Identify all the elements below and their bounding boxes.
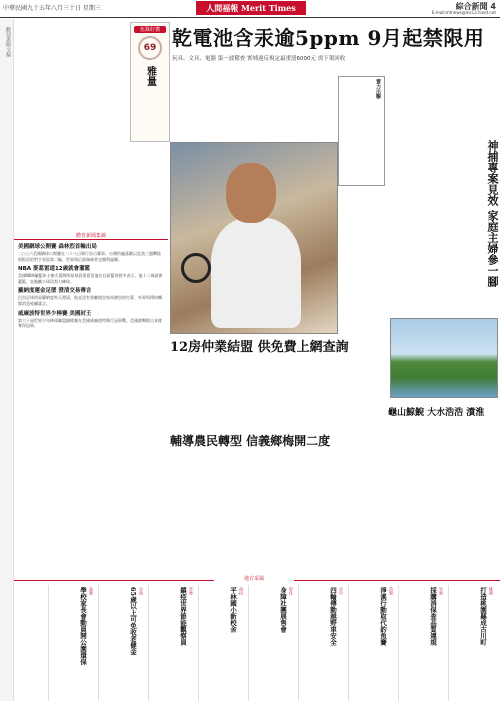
local-story-place: 雲林 — [189, 587, 194, 595]
local-section-label: 地方采風 — [214, 575, 294, 582]
local-story-headline: 鎮疫世界節能觀察員 — [179, 587, 187, 646]
local-story-headline: 學校家長會動員開公園環保 — [79, 587, 87, 665]
local-story-place: 台南 — [139, 587, 144, 595]
local-story-headline: 平林國小新校舍 — [229, 587, 237, 633]
issue-date: 中華民國九十五年八月三十日 星期三 — [3, 5, 101, 12]
local-story — [48, 585, 96, 701]
shen-story — [458, 140, 500, 320]
local-story-place: 高雄 — [89, 587, 94, 595]
local-story-headline: 採購消保查品質違規 — [429, 587, 437, 646]
photo-figure-body — [211, 218, 301, 328]
column-box — [130, 22, 170, 142]
local-story — [298, 585, 346, 701]
sports-story-body: 美國NBA職籃休士頓火箭隊明星球員麥葛雷迪在社區籃球營中表示，他十二歲就會灌籃，並勉勵小球員努力練球。 — [18, 273, 163, 284]
racket-icon — [181, 253, 211, 283]
margin-note: 歡迎惠賜文稿 — [5, 27, 11, 57]
photo-figure-head — [226, 163, 276, 223]
local-story-place: 竹東 — [439, 587, 444, 595]
local-story — [198, 585, 246, 701]
agri-headline: 輔導農民轉型 信義鄉梅開二度 — [170, 434, 331, 448]
sports-news-block — [14, 232, 168, 562]
local-story-headline: 身障社團展售會 — [279, 587, 287, 633]
lead-headline: 乾電池含汞逾5ppm 9月起禁限用 — [172, 26, 485, 50]
landscape-photo — [390, 318, 498, 398]
sports-story-body: 巴西足球明星羅納度昨天澄清，他並沒有要離開皇家馬德里的打算，外界所傳的轉隊消息純屬謠言。 — [18, 295, 162, 306]
tennis-photo — [170, 142, 338, 334]
shen-headline: 神捕專案見效 家庭主婦參一腳 — [486, 140, 499, 287]
contact-email: E-mail:mtnews@ms13.hinet.net — [431, 10, 496, 15]
sports-story — [14, 264, 168, 284]
local-story-headline: 打造桃園縣成古川町 — [479, 587, 487, 646]
photo-caption: 賣力出擊 — [375, 79, 381, 99]
realty-story — [170, 336, 370, 356]
left-margin-strip — [0, 19, 14, 701]
sports-story-headline: 羅納度運金足墜 澄清交易傳言 — [18, 288, 92, 295]
local-story — [148, 585, 196, 701]
turtle-mountain-story — [388, 400, 500, 420]
sports-section-label: 體育新聞集錦 — [14, 232, 168, 240]
column-badge: 69 — [138, 36, 162, 60]
column-label: 伍錄好禮 — [134, 26, 166, 33]
local-story — [98, 585, 146, 701]
column-title: 雅量 — [144, 66, 156, 86]
local-story-place: 台中 — [339, 587, 344, 595]
local-story — [348, 585, 396, 701]
section-name: 綜合新聞 4 — [455, 2, 496, 11]
sports-story-headline: 美國網球公開賽 森林烈首輪出局 — [18, 244, 97, 250]
local-story — [448, 585, 496, 701]
newspaper-masthead: 人間福報 Merit Times — [196, 1, 306, 15]
turtle-mountain-headline: 龜山鯨鯢 大水浩浩 濆淮 — [388, 408, 485, 418]
page-header — [0, 0, 500, 18]
local-news-block — [14, 576, 500, 701]
local-story-place: 南投 — [239, 587, 244, 595]
sports-story-headline: NBA 麥葛雷道12歲就會灌籃 — [18, 266, 91, 273]
sports-story — [14, 286, 168, 306]
sports-story-body: 第六十屆世界少年棒球聯盟錦標賽在美國威廉波特舉行冠軍戰，美國隊擊敗日本隊奪得冠軍。 — [18, 317, 162, 329]
sports-story — [14, 309, 168, 329]
lead-subhead: 玩具、文具、電器 第一波稽查 實埔違反規定最重罰6000元 需下架回收 — [172, 56, 346, 62]
local-story-place: 彰化 — [289, 587, 294, 595]
realty-headline: 12房仲業結盟 供免費上網查詢 — [170, 340, 349, 355]
sports-story-body: 二○○六美國網球公開賽在二十八日舉行首日賽事。台灣的盧彥勳以直落三盤擊敗阿根廷的對手晉級第二輪，世界球后莫瑞絲茉也順利過關。 — [18, 251, 161, 262]
photo-caption-box — [338, 76, 385, 186]
local-story-headline: 65歲以上可免收老健金 — [129, 587, 137, 655]
sports-story — [14, 242, 168, 262]
local-story-place: 桃園 — [489, 587, 494, 595]
local-story — [248, 585, 296, 701]
lead-story-heading — [172, 22, 485, 62]
local-story — [398, 585, 446, 701]
local-story-place: 苗栗 — [389, 587, 394, 595]
local-story-headline: 四輪傳動越野車安全 — [329, 587, 337, 646]
agri-story — [170, 430, 370, 450]
sports-story-headline: 威廉波特世界少棒賽 美國封王 — [18, 310, 92, 317]
local-story-headline: 淨溪行動取代釣魚賽 — [379, 587, 387, 646]
